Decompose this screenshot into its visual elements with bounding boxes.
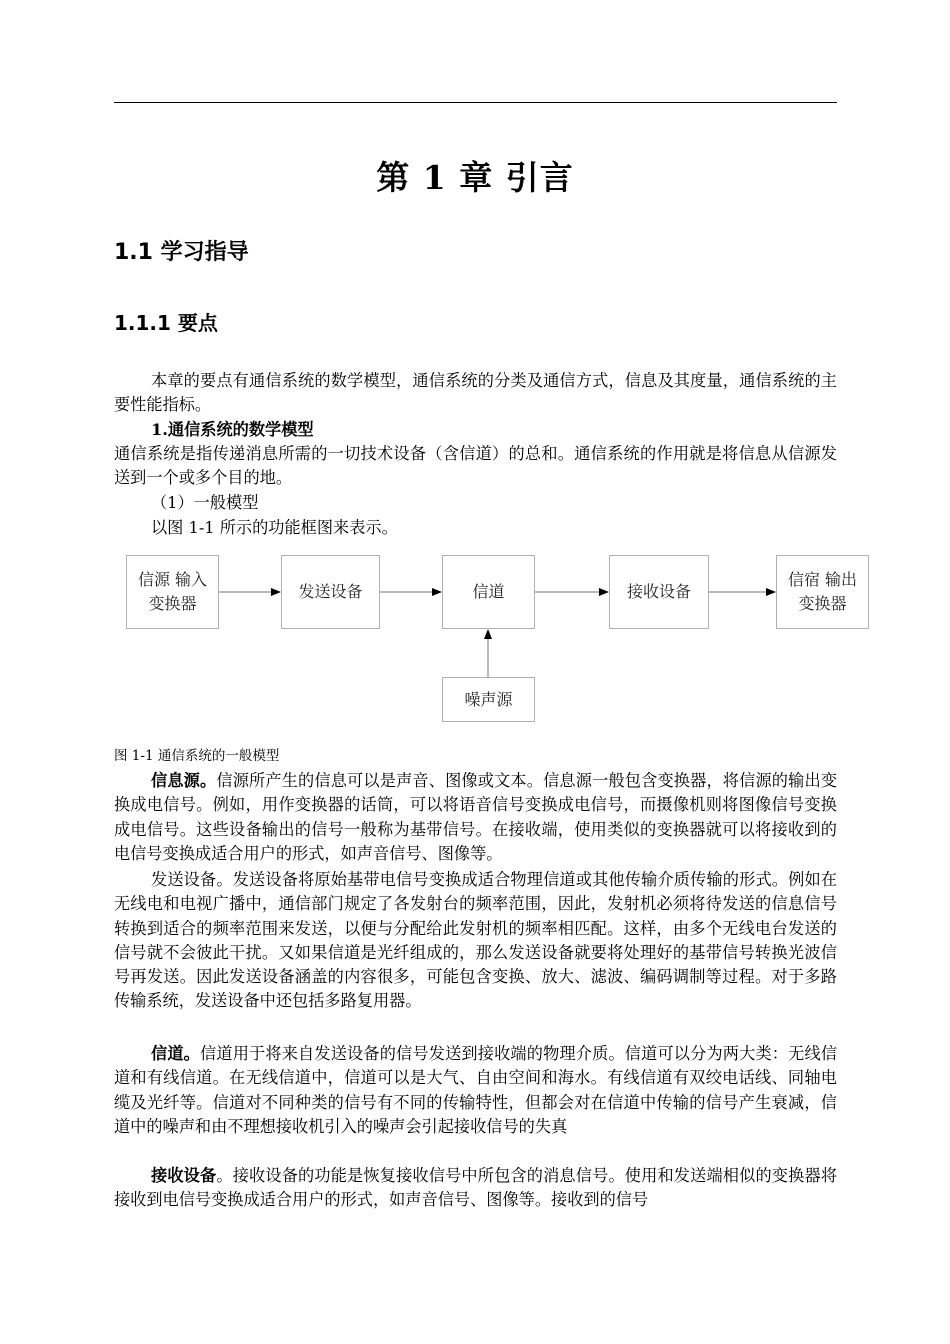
header-rule (114, 102, 837, 103)
paragraph-information-source (114, 769, 837, 866)
transmitter-box (281, 555, 380, 629)
receiver-box (609, 555, 709, 629)
term-channel: 信道。 (151, 1044, 201, 1063)
intro-paragraph: 本章的要点有通信系统的数学模型，通信系统的分类及通信方式，信息及其度量，通信系统的主要性能指标。 (114, 371, 837, 415)
text-channel: 信道用于将来自发送设备的信号发送到接收端的物理介质。信道可以分为两大类：无线信道和有线信道。在无线信道中，信道可以是大气、自由空间和海水。有线信道有双绞电话线、同轴电缆及光纤等。信道对不同种类的信号有不同的传输特性，但都会对在信道中传输的信号产生衰减，信道中的噪声和由不理想接收机引入的噪声会引起接收信号的失真 (114, 1044, 838, 1136)
paragraph-transmitter (114, 868, 837, 1014)
paragraph-channel (114, 1042, 837, 1139)
sink-converter-label: 信宿 输出变换器 (787, 570, 858, 613)
definition-paragraph: 通信系统是指传递消息所需的一切技术设备（含信道）的总和。通信系统的作用就是将信息从信源发送到一个或多个目的地。 (114, 444, 837, 488)
paragraph-receiver (114, 1164, 837, 1213)
subsection-heading: 1.1.1 要点 (114, 311, 218, 335)
noise-source-box (442, 677, 535, 722)
text-transmitter: 发送设备将原始基带电信号变换成适合物理信道或其他传输介质传输的形式。例如在无线电和电视广播中，通信部门规定了各发射台的频率范围，因此，发射机必须将待发送的信息信号转换到适合的频率范围来发送，以便与分配给此发射机的频率相匹配。这样，由多个无线电台发送的信号就不会彼此干扰。又如果信道是光纤组成的，那么发送设备就要将处理好的基带信号转换光波信号再发送。因此发送设备涵盖的内容很多，可能包含变换、放大、滤波、编码调制等过程。对于多路传输系统，发送设备中还包括多路复用器。 (114, 870, 838, 1011)
text-information-source: 信源所产生的信息可以是声音、图像或文本。信息源一般包含变换器，将信源的输出变换成电信号。例如，用作变换器的话筒，可以将语音信号变换成电信号，而摄像机则将图像信号变换成电信号。这些设备输出的信号一般称为基带信号。在接收端，使用类似的变换器就可以将接收到的电信号变换成适合用户的形式，如声音信号、图像等。 (114, 771, 838, 863)
term-transmitter: 发送设备。 (151, 870, 233, 889)
term-receiver: 接收设备 (151, 1166, 217, 1185)
transmitter-label: 发送设备 (298, 582, 363, 601)
topic-heading (151, 418, 837, 442)
channel-box (442, 555, 535, 629)
chapter-title: 第 1 章 引言 (376, 158, 574, 197)
model-subheading: （1）一般模型 (151, 493, 259, 512)
sink-converter-box (776, 555, 869, 629)
section-heading: 1.1 学习指导 (114, 240, 249, 265)
source-converter-label: 信源 输入变换器 (137, 570, 208, 613)
noise-source-label: 噪声源 (464, 689, 513, 709)
receiver-label: 接收设备 (626, 582, 691, 601)
model-lead: 以图 1-1 所示的功能框图来表示。 (151, 518, 398, 537)
term-information-source: 信息源。 (151, 771, 217, 790)
channel-label: 信道 (472, 582, 505, 601)
source-converter-box (126, 555, 219, 629)
text-receiver: 。接收设备的功能是恢复接收信号中所包含的消息信号。使用和发送端相似的变换器将接收到电信号变换成适合用户的形式，如声音信号、图像等。接收到的信号 (114, 1166, 838, 1210)
figure-caption: 图 1-1 通信系统的一般模型 (114, 748, 280, 764)
topic-heading-text: 1.通信系统的数学模型 (151, 420, 314, 439)
